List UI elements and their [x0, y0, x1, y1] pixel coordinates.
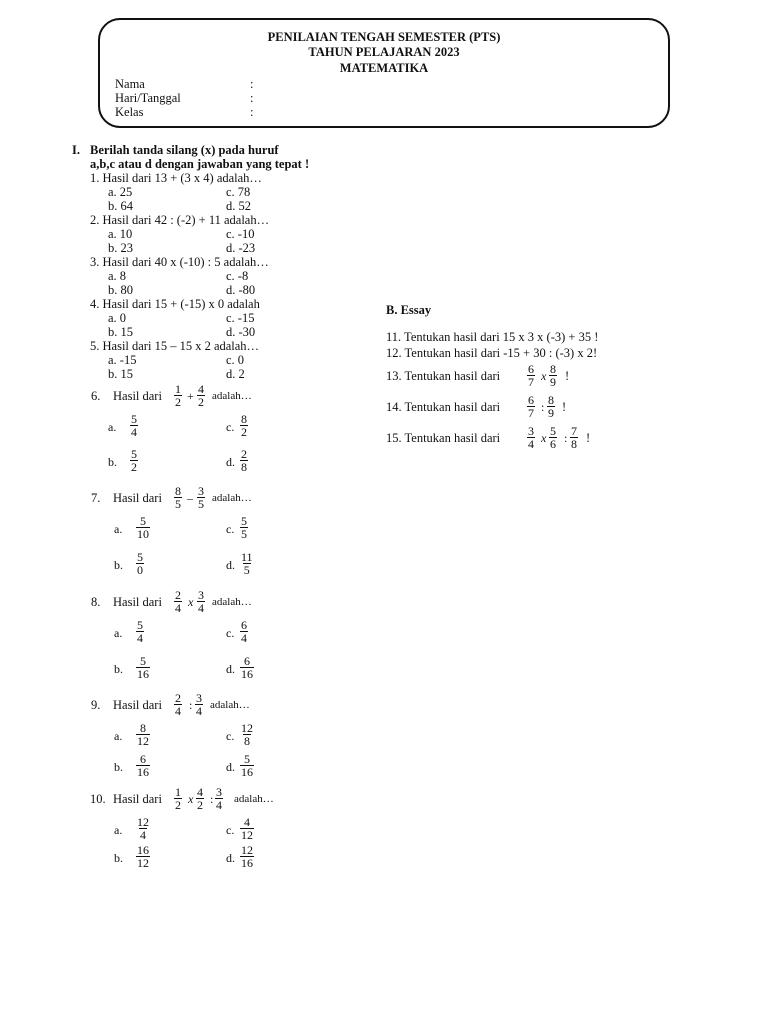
q13-fraction-1: $\frac{6}{7}$	[528, 362, 534, 389]
q1-option-b: b. 64	[108, 199, 133, 213]
question-4: 4. Hasil dari 15 + (-15) x 0 adalah	[90, 297, 260, 311]
q6-label-b: b.	[108, 455, 117, 469]
q10-option-d: $\frac{12}{16}$	[241, 843, 253, 870]
q7-option-b: $\frac{5}{0}$	[137, 550, 143, 577]
header-box	[98, 18, 670, 128]
q10-label-d: d.	[226, 851, 235, 865]
q1-option-d: d. 52	[226, 199, 251, 213]
name-label: Nama	[115, 77, 145, 91]
q1-option-c: c. 78	[226, 185, 251, 199]
exam-title: PENILAIAN TENGAH SEMESTER (PTS)	[267, 30, 501, 44]
q13-fraction-2: $\frac{8}{9}$	[550, 362, 556, 389]
q8-option-a: $\frac{5}{4}$	[137, 618, 143, 645]
q9-label-b: b.	[114, 760, 123, 774]
question-2: 2. Hasil dari 42 : (-2) + 11 adalah…	[90, 213, 270, 227]
q6-fraction-1: $\frac{1}{2}$	[175, 382, 181, 409]
q7-option-d: $\frac{11}{5}$	[241, 550, 253, 577]
date-colon: :	[250, 91, 254, 105]
q2-option-c: c. -10	[226, 227, 255, 241]
q3-option-c: c. -8	[226, 269, 249, 283]
q8-label-d: d.	[226, 662, 235, 676]
q15-fraction-1: $\frac{3}{4}$	[528, 424, 534, 451]
q8-option-c: $\frac{6}{4}$	[241, 618, 247, 645]
q10-suffix: adalah…	[234, 793, 274, 805]
q7-suffix: adalah…	[212, 492, 252, 504]
q7-prefix: Hasil dari	[113, 491, 162, 505]
q15-operator-1: x	[541, 431, 547, 445]
q5-option-b: b. 15	[108, 367, 133, 381]
q15-prefix: 15. Tentukan hasil dari	[386, 431, 501, 445]
q14-fraction-1: $\frac{6}{7}$	[528, 393, 534, 420]
q2-option-a: a. 10	[108, 227, 133, 241]
q3-option-b: b. 80	[108, 283, 133, 297]
q6-number: 6.	[91, 389, 101, 403]
q10-option-c: $\frac{4}{12}$	[241, 815, 253, 842]
q10-fraction-1: $\frac{1}{2}$	[175, 785, 181, 812]
q10-number: 10.	[90, 792, 106, 806]
question-11: 11. Tentukan hasil dari 15 x 3 x (-3) + 35 !	[386, 330, 599, 344]
q2-option-b: b. 23	[108, 241, 133, 255]
q7-fraction-2: $\frac{3}{5}$	[198, 484, 204, 511]
q15-operator-2: :	[564, 431, 568, 445]
q8-suffix: adalah…	[212, 596, 252, 608]
q8-label-a: a.	[114, 626, 123, 640]
q9-number: 9.	[91, 698, 101, 712]
q8-prefix: Hasil dari	[113, 595, 162, 609]
q8-number: 8.	[91, 595, 101, 609]
q10-label-a: a.	[114, 823, 123, 837]
q9-fraction-2: $\frac{3}{4}$	[196, 691, 202, 718]
section-a-title: Berilah tanda silang (x) pada huruf	[90, 143, 279, 157]
q6-fraction-2: $\frac{4}{2}$	[198, 382, 204, 409]
q7-label-c: c.	[226, 522, 235, 536]
question-12: 12. Tentukan hasil dari -15 + 30 : (-3) x 2!	[386, 346, 598, 360]
q15-suffix: !	[586, 431, 591, 445]
q8-fraction-1: $\frac{2}{4}$	[175, 588, 181, 615]
q10-label-c: c.	[226, 823, 235, 837]
class-colon: :	[250, 105, 254, 119]
q14-prefix: 14. Tentukan hasil dari	[386, 400, 501, 414]
q5-option-a: a. -15	[108, 353, 137, 367]
class-label: Kelas	[115, 105, 144, 119]
question-5: 5. Hasil dari 15 – 15 x 2 adalah…	[90, 339, 260, 353]
q10-option-a: $\frac{12}{4}$	[137, 815, 149, 842]
section-a-subtitle: a,b,c atau d dengan jawaban yang tepat !	[90, 157, 310, 171]
q5-option-c: c. 0	[226, 353, 245, 367]
q15-fraction-3: $\frac{7}{8}$	[571, 424, 577, 451]
q8-option-d: $\frac{6}{16}$	[241, 654, 253, 681]
q4-option-b: b. 15	[108, 325, 133, 339]
q6-operator: +	[187, 389, 194, 403]
school-year: TAHUN PELAJARAN 2023	[308, 45, 460, 59]
q7-operator: –	[187, 491, 193, 505]
q10-label-b: b.	[114, 851, 123, 865]
q1-option-a: a. 25	[108, 185, 133, 199]
q7-label-a: a.	[114, 522, 123, 536]
q14-suffix: !	[562, 400, 567, 414]
q10-fraction-2: $\frac{4}{2}$	[197, 785, 203, 812]
q10-operator-1: x	[188, 792, 194, 806]
q6-prefix: Hasil dari	[113, 389, 162, 403]
q10-fraction-3: $\frac{3}{4}$	[216, 785, 222, 812]
q3-option-a: a. 8	[108, 269, 127, 283]
q10-option-b: $\frac{16}{12}$	[137, 843, 149, 870]
q13-operator: x	[541, 369, 547, 383]
q13-suffix: !	[565, 369, 570, 383]
q14-operator: :	[541, 400, 545, 414]
q7-label-d: d.	[226, 558, 235, 572]
section-b-title: B. Essay	[386, 303, 432, 317]
q7-number: 7.	[91, 491, 101, 505]
subject-title: MATEMATIKA	[339, 61, 429, 75]
q8-label-b: b.	[114, 662, 123, 676]
q15-fraction-2: $\frac{5}{6}$	[550, 424, 556, 451]
q9-suffix: adalah…	[210, 699, 250, 711]
q9-label-c: c.	[226, 729, 235, 743]
q6-option-a: $\frac{5}{4}$	[131, 412, 137, 439]
q10-operator-2: :	[210, 792, 214, 806]
q8-option-b: $\frac{5}{16}$	[137, 654, 149, 681]
q6-option-d: $\frac{2}{8}$	[241, 447, 247, 474]
q9-label-a: a.	[114, 729, 123, 743]
q6-label-d: d.	[226, 455, 235, 469]
date-label: Hari/Tanggal	[115, 91, 181, 105]
q9-option-c: $\frac{12}{8}$	[241, 721, 253, 748]
q7-label-b: b.	[114, 558, 123, 572]
q6-label-c: c.	[226, 420, 235, 434]
q6-option-b: $\frac{5}{2}$	[131, 447, 137, 474]
section-a-number: I.	[72, 143, 80, 157]
question-1: 1. Hasil dari 13 + (3 x 4) adalah…	[90, 171, 262, 185]
q8-label-c: c.	[226, 626, 235, 640]
q4-option-d: d. -30	[226, 325, 256, 339]
q4-option-c: c. -15	[226, 311, 255, 325]
q8-fraction-2: $\frac{3}{4}$	[198, 588, 204, 615]
name-colon: :	[250, 77, 254, 91]
q7-fraction-1: $\frac{8}{5}$	[175, 484, 181, 511]
q7-option-c: $\frac{5}{5}$	[241, 514, 247, 541]
question-3: 3. Hasil dari 40 x (-10) : 5 adalah…	[90, 255, 269, 269]
q6-label-a: a.	[108, 420, 117, 434]
q9-operator: :	[189, 698, 193, 712]
q14-fraction-2: $\frac{8}{9}$	[548, 393, 554, 420]
q9-fraction-1: $\frac{2}{4}$	[175, 691, 181, 718]
q9-option-d: $\frac{5}{16}$	[241, 752, 253, 779]
q9-option-a: $\frac{8}{12}$	[137, 721, 149, 748]
q9-prefix: Hasil dari	[113, 698, 162, 712]
q5-option-d: d. 2	[226, 367, 245, 381]
q6-option-c: $\frac{8}{2}$	[241, 412, 247, 439]
q2-option-d: d. -23	[226, 241, 256, 255]
q13-prefix: 13. Tentukan hasil dari	[386, 369, 501, 383]
q9-label-d: d.	[226, 760, 235, 774]
q6-suffix: adalah…	[212, 390, 252, 402]
q7-option-a: $\frac{5}{10}$	[137, 514, 149, 541]
q9-option-b: $\frac{6}{16}$	[137, 752, 149, 779]
q3-option-d: d. -80	[226, 283, 256, 297]
q4-option-a: a. 0	[108, 311, 127, 325]
q10-prefix: Hasil dari	[113, 792, 162, 806]
q8-operator: x	[188, 595, 194, 609]
